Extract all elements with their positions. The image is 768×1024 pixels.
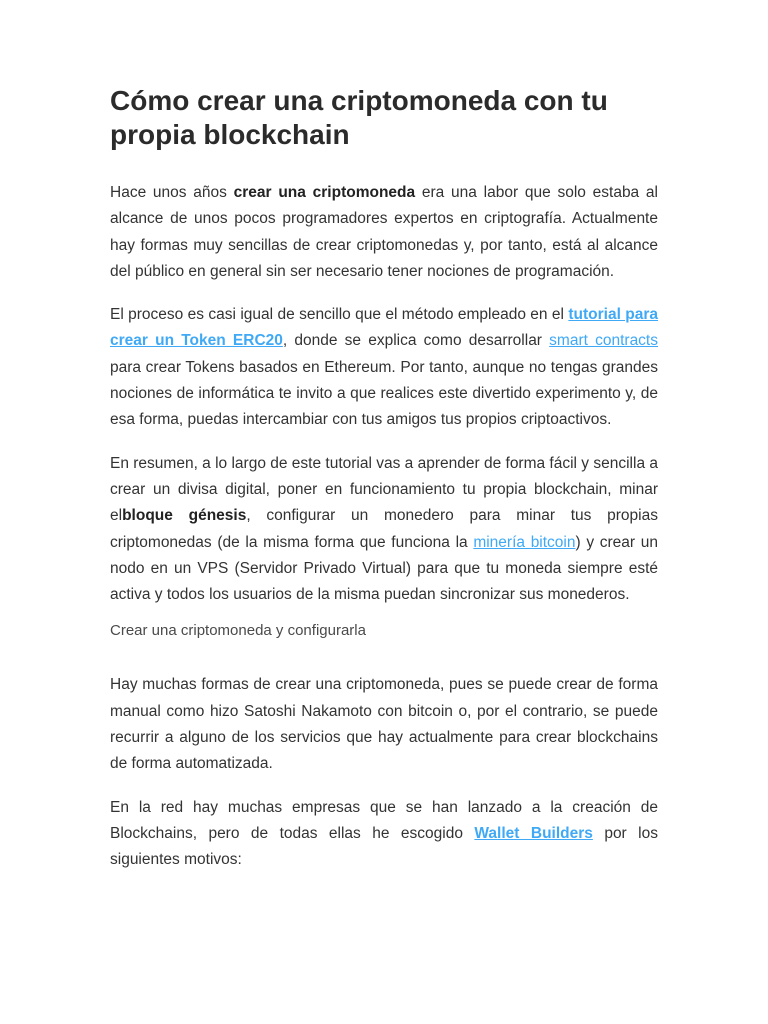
paragraph-methods: Hay muchas formas de crear una criptomoneda, pues se puede crear de forma manual como hizo Satoshi Nakamoto con bitcoin o, por el contrario, se puede recurrir a alguno de los servicios que hay actualmente para crear blockchains de forma automatizada. xyxy=(110,676,658,773)
article xyxy=(110,84,658,874)
bold-text: crear una criptomoneda xyxy=(233,184,416,201)
paragraph-text: para crear Tokens basados en Ethereum. Por tanto, aunque no tengas grandes nociones de informática te invito a que realices este divertido experimento y, de esa forma, puedas intercambiar con tus amigos tus propios criptoactivos. xyxy=(110,358,658,429)
mineria-bitcoin-link[interactable]: minería bitcoin xyxy=(473,533,576,551)
paragraph-process xyxy=(110,302,658,433)
bold-text: bloque génesis xyxy=(122,507,247,525)
section-subheading: Crear una criptomoneda y configurarla xyxy=(110,622,366,640)
paragraph-text: era una labor que solo estaba al alcance de unos pocos programadores expertos en criptografía. Actualmente hay formas muy sencillas de crear criptomonedas y, por tanto, está al alcance del público en general sin ser necesario tener nociones de programación. xyxy=(110,184,658,280)
paragraph-text: ) y crear un nodo en un VPS (Servidor Privado Virtual) para que tu moneda siempre esté activa y todos los usuarios de la misma puedan sincronizar sus monederos. xyxy=(110,533,658,604)
paragraph-text: En resumen, a lo largo de este tutorial vas a aprender de forma fácil y sencilla a crear un divisa digital, poner en funcionamiento tu propia blockchain, minar el xyxy=(110,454,658,525)
paragraph-text: El proceso es casi igual de sencillo que el método empleado en el xyxy=(110,306,569,324)
paragraph-text: En la red hay muchas empresas que se han lanzado a la creación de Blockchains, pero de todas ellas he escogido xyxy=(110,798,658,842)
paragraph-text: , configurar un monedero para minar tus propias criptomonedas (de la misma forma que funciona la xyxy=(110,507,658,551)
erc20-tutorial-link[interactable]: tutorial para crear un Token ERC20 xyxy=(110,306,658,350)
smart-contracts-link[interactable]: smart contracts xyxy=(549,332,658,350)
paragraph-summary xyxy=(110,451,658,609)
paragraph-text: Hace unos años xyxy=(110,184,234,201)
paragraph-intro xyxy=(110,180,658,285)
paragraph-wallet-builders xyxy=(110,795,658,874)
wallet-builders-link[interactable]: Wallet Builders xyxy=(474,824,593,842)
paragraph-text: , donde se explica como desarrollar xyxy=(282,332,550,350)
paragraph-text: por los siguientes motivos: xyxy=(110,824,658,869)
article-title: Cómo crear una criptomoneda con tu propia blockchain xyxy=(110,85,608,150)
